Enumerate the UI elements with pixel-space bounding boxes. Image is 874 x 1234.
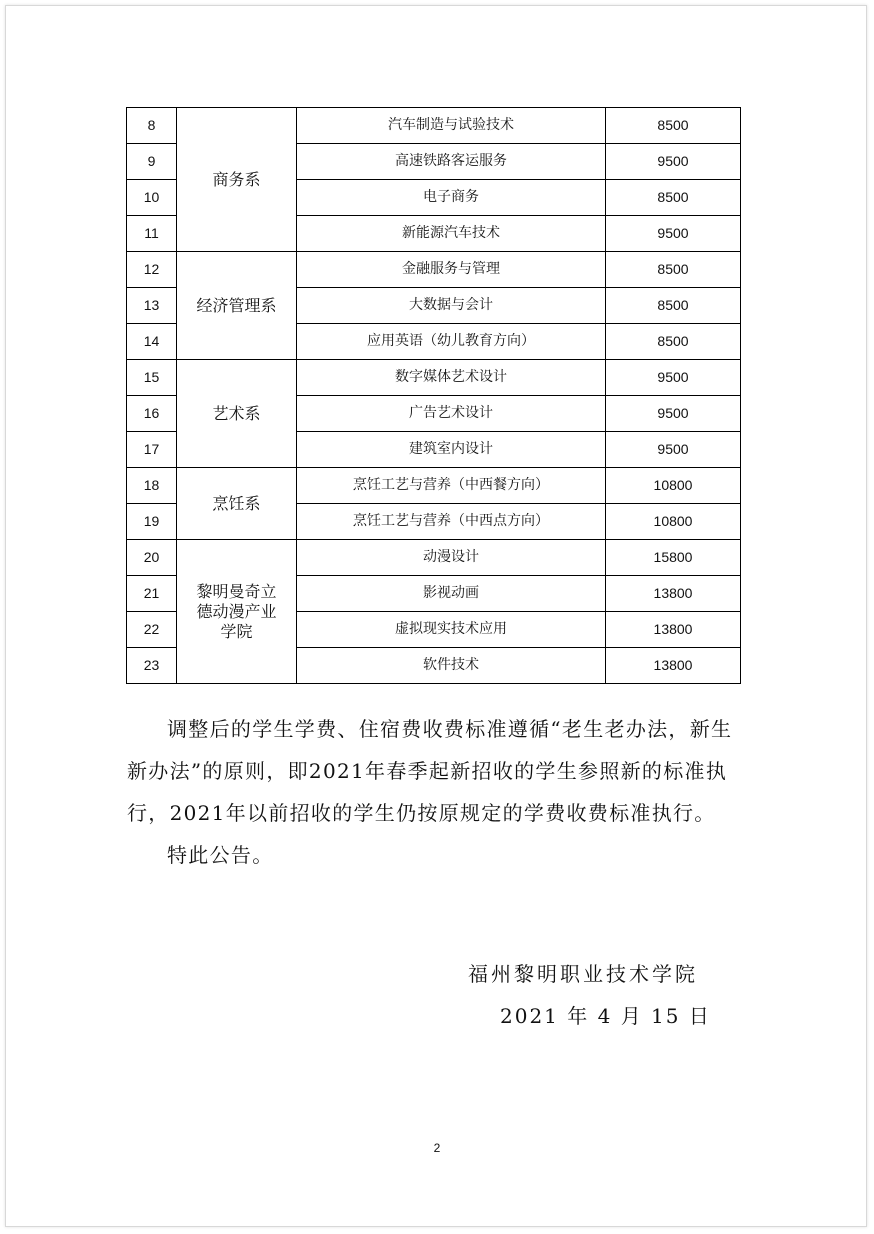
row-number: 8 [127, 108, 177, 144]
table-row [127, 360, 741, 396]
fee-cell: 9500 [606, 360, 741, 396]
row-number: 10 [127, 180, 177, 216]
fee-cell: 8500 [606, 252, 741, 288]
fee-cell: 8500 [606, 324, 741, 360]
row-number: 18 [127, 468, 177, 504]
signature-organization: 福州黎明职业技术学院 [468, 962, 698, 986]
table-row [127, 540, 741, 576]
fee-cell: 9500 [606, 432, 741, 468]
fee-cell: 9500 [606, 144, 741, 180]
major-cell: 烹饪工艺与营养（中西餐方向） [297, 468, 606, 504]
fee-cell: 10800 [606, 468, 741, 504]
row-number: 14 [127, 324, 177, 360]
row-number: 13 [127, 288, 177, 324]
signature-date: 2021 年 4 月 15 日 [500, 1004, 711, 1028]
major-cell: 影视动画 [297, 576, 606, 612]
major-cell: 应用英语（幼儿教育方向） [297, 324, 606, 360]
row-number: 19 [127, 504, 177, 540]
row-number: 22 [127, 612, 177, 648]
major-cell: 广告艺术设计 [297, 396, 606, 432]
table-row [127, 468, 741, 504]
major-cell: 虚拟现实技术应用 [297, 612, 606, 648]
major-cell: 高速铁路客运服务 [297, 144, 606, 180]
fee-cell: 15800 [606, 540, 741, 576]
notice-paragraph: 调整后的学生学费、住宿费收费标准遵循“老生老办法，新生新办法”的原则，即2021年春季起新招收的学生参照新的标准执行，2021年以前招收的学生仍按原规定的学费收费标准执行。 [127, 717, 733, 825]
fee-cell: 8500 [606, 108, 741, 144]
department-cell: 烹饪系 [177, 468, 297, 540]
row-number: 17 [127, 432, 177, 468]
major-cell: 数字媒体艺术设计 [297, 360, 606, 396]
row-number: 16 [127, 396, 177, 432]
row-number: 15 [127, 360, 177, 396]
major-cell: 大数据与会计 [297, 288, 606, 324]
major-cell: 汽车制造与试验技术 [297, 108, 606, 144]
row-number: 20 [127, 540, 177, 576]
department-cell: 黎明曼奇立德动漫产业学院 [177, 540, 297, 684]
fee-cell: 8500 [606, 180, 741, 216]
major-cell: 电子商务 [297, 180, 606, 216]
table-row [127, 108, 741, 144]
major-cell: 金融服务与管理 [297, 252, 606, 288]
notice-text [127, 708, 747, 876]
fee-cell: 9500 [606, 216, 741, 252]
major-cell: 软件技术 [297, 648, 606, 684]
major-cell: 建筑室内设计 [297, 432, 606, 468]
row-number: 12 [127, 252, 177, 288]
department-cell: 经济管理系 [177, 252, 297, 360]
department-cell: 艺术系 [177, 360, 297, 468]
fee-cell: 13800 [606, 612, 741, 648]
fee-table [126, 107, 741, 684]
major-cell: 新能源汽车技术 [297, 216, 606, 252]
fee-cell: 8500 [606, 288, 741, 324]
notice-closing: 特此公告。 [167, 843, 274, 867]
fee-cell: 13800 [606, 648, 741, 684]
major-cell: 烹饪工艺与营养（中西点方向） [297, 504, 606, 540]
row-number: 11 [127, 216, 177, 252]
department-cell: 商务系 [177, 108, 297, 252]
row-number: 9 [127, 144, 177, 180]
major-cell: 动漫设计 [297, 540, 606, 576]
fee-cell: 10800 [606, 504, 741, 540]
fee-cell: 9500 [606, 396, 741, 432]
fee-table-body [127, 108, 741, 684]
fee-cell: 13800 [606, 576, 741, 612]
row-number: 21 [127, 576, 177, 612]
row-number: 23 [127, 648, 177, 684]
table-row [127, 252, 741, 288]
page-number: 2 [433, 1141, 441, 1155]
